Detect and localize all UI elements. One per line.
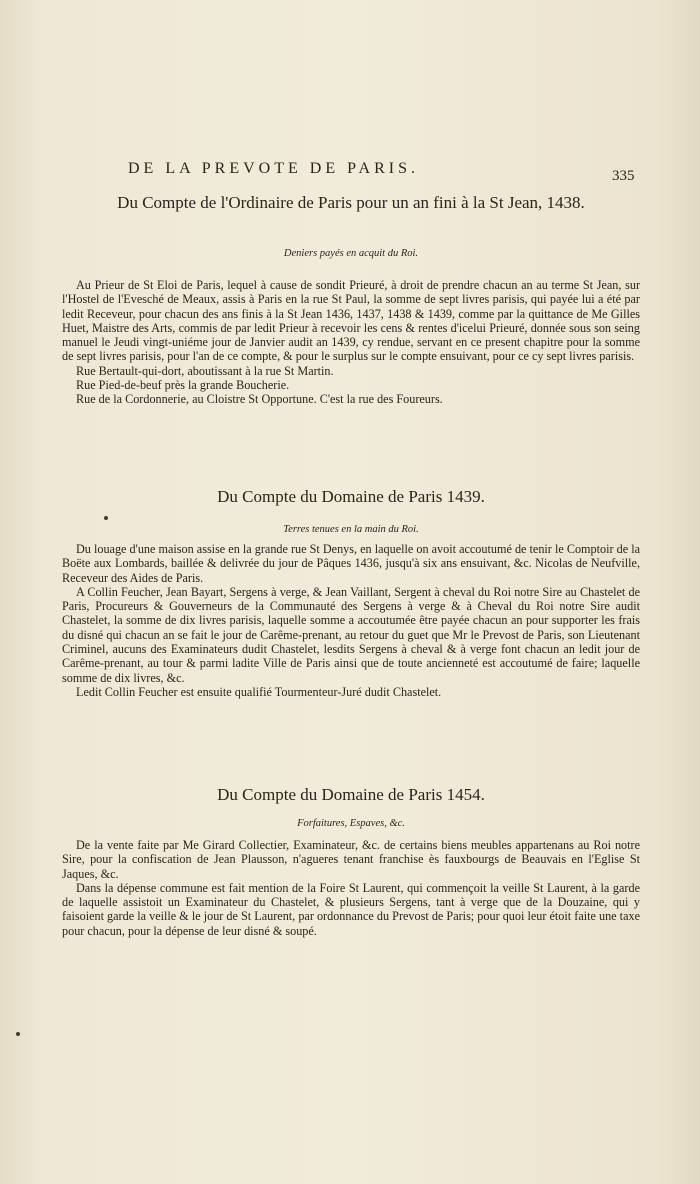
paragraph: Au Prieur de St Eloi de Paris, lequel à cause de sondit Prieuré, à droit de prendre chacun an au terme St Jean, sur l'Hostel de l'Evesché de Meaux, assis à Paris en la rue St Paul, la somme de sept livres parisis, qui payée lui a été par ledit Receveur, pour chacun des ans finis à la St Jean 1436, 1437, 1438 & 1439, comme par la quittance de Me Gilles Huet, Maistre des Arts, commis de par ledit Prieur à recevoir les cens & rentes d'icelui Prieuré, donnée sous son seing manuel le Jeudi vingt-uniéme jour de Janvier audit an 1439, cy rendue, servant en ce present chapitre pour la somme de sept livres parisis, pour l'an de ce compte, & pour le surplus sur le compte ensuivant, pour ce cy sept livres parisis. (62, 278, 640, 364)
paragraph: De la vente faite par Me Girard Collectier, Examinateur, &c. de certains biens meubles appartenans au Roi notre Sire, pour la confiscation de Jean Plausson, n'agueres tenant franchise ès fauxbourgs de Beauvais en l'Eglise St Jaques, &c. (62, 838, 640, 881)
paragraph: Rue Bertault-qui-dort, aboutissant à la rue St Martin. (76, 363, 334, 378)
section-title-domaine-1439: Du Compte du Domaine de Paris 1439. (217, 487, 485, 506)
section-subtitle-terres: Terres tenues en la main du Roi. (283, 524, 419, 535)
running-head: DE LA PREVOTE DE PARIS. (128, 160, 419, 177)
section2-body (62, 542, 640, 699)
section3-body (62, 838, 640, 938)
page-number: 335 (612, 168, 635, 184)
paragraph: Ledit Collin Feucher est ensuite qualifié Tourmenteur-Juré dudit Chastelet. (76, 684, 442, 699)
ink-spot (104, 516, 108, 520)
section-subtitle-forfaitures: Forfaitures, Espaves, &c. (297, 818, 405, 829)
paragraph: A Collin Feucher, Jean Bayart, Sergens à verge, & Jean Vaillant, Sergent à cheval du Roi notre Sire au Chastelet de Paris, Procureurs & Gouverneurs de la Communauté des Sergens à verge & à Cheval du Roi notre Sire audit Chastelet, la somme de dix livres parisis, laquelle somme a accoutumée être payée chacun an pour supporter les frais du disné qui chacun an se fait le jour de Carême-prenant, au retour du guet que Mr le Prevost de Paris, son Lieutenant Criminel, aucuns des Examinateurs dudit Chastelet, lesdits Sergens à cheval & à verge font chacun an ledit jour de Carême-prenant, au tour & parmi ladite Ville de Paris ainsi que de toute ancienneté est accoutumé de faire; laquelle somme de dix livres, &c. (62, 584, 640, 685)
ink-spot (16, 1032, 20, 1036)
paragraph: Du louage d'une maison assise en la grande rue St Denys, en laquelle on avoit accoutumé de tenir le Comptoir de la Boëte aux Lombards, baillée & delivrée du jour de Pâques 1436, jusqu'à six ans ensuivant, &c. Nicolas de Neufville, Receveur des Aides de Paris. (62, 542, 640, 585)
section-title-ordinaire-1438: Du Compte de l'Ordinaire de Paris pour un an fini à la St Jean, 1438. (117, 193, 585, 212)
section-title-domaine-1454: Du Compte du Domaine de Paris 1454. (217, 785, 485, 804)
section1-body (62, 278, 640, 407)
section-subtitle-deniers: Deniers payés en acquit du Roi. (283, 248, 419, 259)
paragraph: Rue Pied-de-beuf près la grande Boucherie. (76, 378, 290, 393)
paragraph: Rue de la Cordonnerie, au Cloistre St Opportune. C'est la rue des Foureurs. (76, 392, 443, 407)
paragraph: Dans la dépense commune est fait mention de la Foire St Laurent, qui commençoit la veille St Laurent, à la garde de laquelle assistoit un Examinateur du Chastelet, & plusieurs Sergens, tant à verge que de la Douzaine, qui y faisoient garde la veille & le jour de St Laurent, par ordonnance du Prevost de Paris; pour quoi leur étoit faite une taxe pour chacun, pour la dépense de leur disné & soupé. (62, 880, 640, 938)
